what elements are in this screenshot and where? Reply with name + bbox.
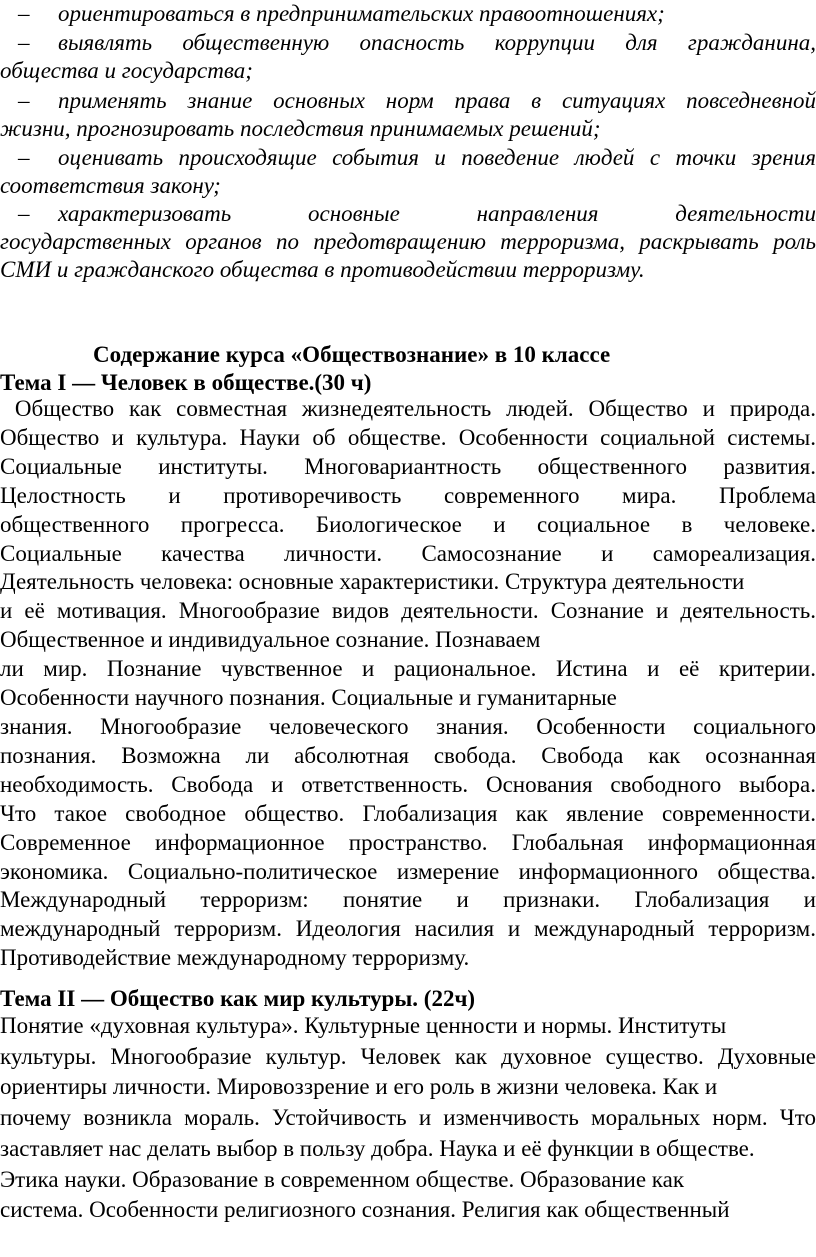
paragraph-line: почему возникла мораль. Устойчивость и изменчивость моральных норм. Что	[0, 1105, 816, 1131]
paragraph-line: Общество как совместная жизнедеятельность людей. Общество и природа.	[0, 396, 816, 421]
dash-glyph: –	[18, 88, 30, 113]
paragraph-line: ориентиры личности. Мировоззрение и его роль в жизни человека. Как и	[0, 1074, 718, 1100]
paragraph-line: общественного прогресса. Биологическое и социальное в человеке.	[0, 511, 816, 537]
paragraph-line: Международный терроризм: понятие и признаки. Глобализация и	[0, 887, 816, 913]
dash-glyph: –	[18, 1, 30, 26]
list-item-text: выявлять общественную опасность коррупции для гражданина,	[58, 30, 816, 55]
paragraph-line: экономика. Социально-политическое измерение информационного общества.	[0, 858, 816, 884]
paragraph-line: Социальные качества личности. Самосознание и самореализация.	[0, 540, 816, 566]
list-item-text: государственных органов по предотвращению терроризма, раскрывать роль	[0, 229, 816, 255]
paragraph-line: Понятие «духовная культура». Культурные ценности и нормы. Институты	[0, 1013, 727, 1038]
paragraph-line: заставляет нас делать выбор в пользу добра. Наука и её функции в обществе.	[0, 1135, 755, 1161]
paragraph-line: Общество и культура. Науки об обществе. Особенности социальной системы.	[0, 424, 816, 450]
list-item-text: оценивать происходящие события и поведение людей с точки зрения	[58, 145, 816, 170]
paragraph-line: Деятельность человека: основные характеристики. Структура деятельности	[0, 569, 745, 595]
list-item	[0, 200, 816, 285]
topic-2-title: Тема II — Общество как мир культуры. (22ч)	[0, 986, 476, 1011]
paragraph-line: Социальные институты. Многовариантность общественного развития.	[0, 453, 816, 479]
paragraph-line: Особенности научного познания. Социальные и гуманитарные	[0, 685, 617, 711]
topic-1-title: Тема I — Человек в обществе.(30 ч)	[0, 370, 372, 395]
paragraph-line: познания. Возможна ли абсолютная свобода. Свобода как осознанная	[0, 742, 816, 768]
paragraph-line: Общественное и индивидуальное сознание. Познаваем	[0, 627, 541, 653]
paragraph-line: Этика науки. Образование в современном обществе. Образование как	[0, 1166, 685, 1192]
list-item-text: соответствия закону;	[0, 173, 221, 199]
list-item	[0, 29, 816, 85]
paragraph-line: Целостность и противоречивость современного мира. Проблема	[0, 482, 816, 508]
topic-1-body	[0, 395, 816, 973]
paragraph-line: знания. Многообразие человеческого знания. Особенности социального	[0, 713, 816, 739]
paragraph-line: ли мир. Познание чувственное и рациональное. Истина и её критерии.	[0, 656, 816, 682]
course-heading: Содержание курса «Обществознание» в 10 классе	[93, 342, 611, 367]
list-item-text: СМИ и гражданского общества в противодействии терроризму.	[0, 257, 645, 283]
list-item	[0, 144, 816, 200]
dash-glyph: –	[18, 145, 30, 170]
paragraph-line: культуры. Многообразие культур. Человек как духовное существо. Духовные	[0, 1043, 816, 1069]
topic-2-body	[0, 1011, 816, 1226]
dash-glyph: –	[18, 30, 30, 55]
paragraph-line: и её мотивация. Многообразие видов деятельности. Сознание и деятельность.	[0, 598, 816, 624]
list-item-text: общества и государства;	[0, 58, 253, 84]
paragraph-line: Что такое свободное общество. Глобализация как явление современности.	[0, 800, 816, 826]
paragraph-line: необходимость. Свобода и ответственность. Основания свободного выбора.	[0, 771, 816, 797]
list-item-text: ориентироваться в предпринимательских правоотношениях;	[58, 1, 665, 26]
paragraph-line: международный терроризм. Идеология насилия и международный терроризм.	[0, 916, 816, 942]
paragraph-line: Противодействие международному терроризму.	[0, 945, 470, 971]
paragraph-line: система. Особенности религиозного сознания. Религия как общественный	[0, 1197, 730, 1223]
list-item	[0, 0, 816, 28]
paragraph-line: Современное информационное пространство. Глобальная информационная	[0, 829, 816, 855]
list-item-text: применять знание основных норм права в ситуациях повседневной	[58, 88, 816, 113]
list-item	[0, 87, 816, 143]
dash-glyph: –	[18, 201, 30, 226]
list-item-text: характеризовать основные направления деятельности	[58, 201, 816, 226]
list-item-text: жизни, прогнозировать последствия принимаемых решений;	[0, 116, 601, 142]
